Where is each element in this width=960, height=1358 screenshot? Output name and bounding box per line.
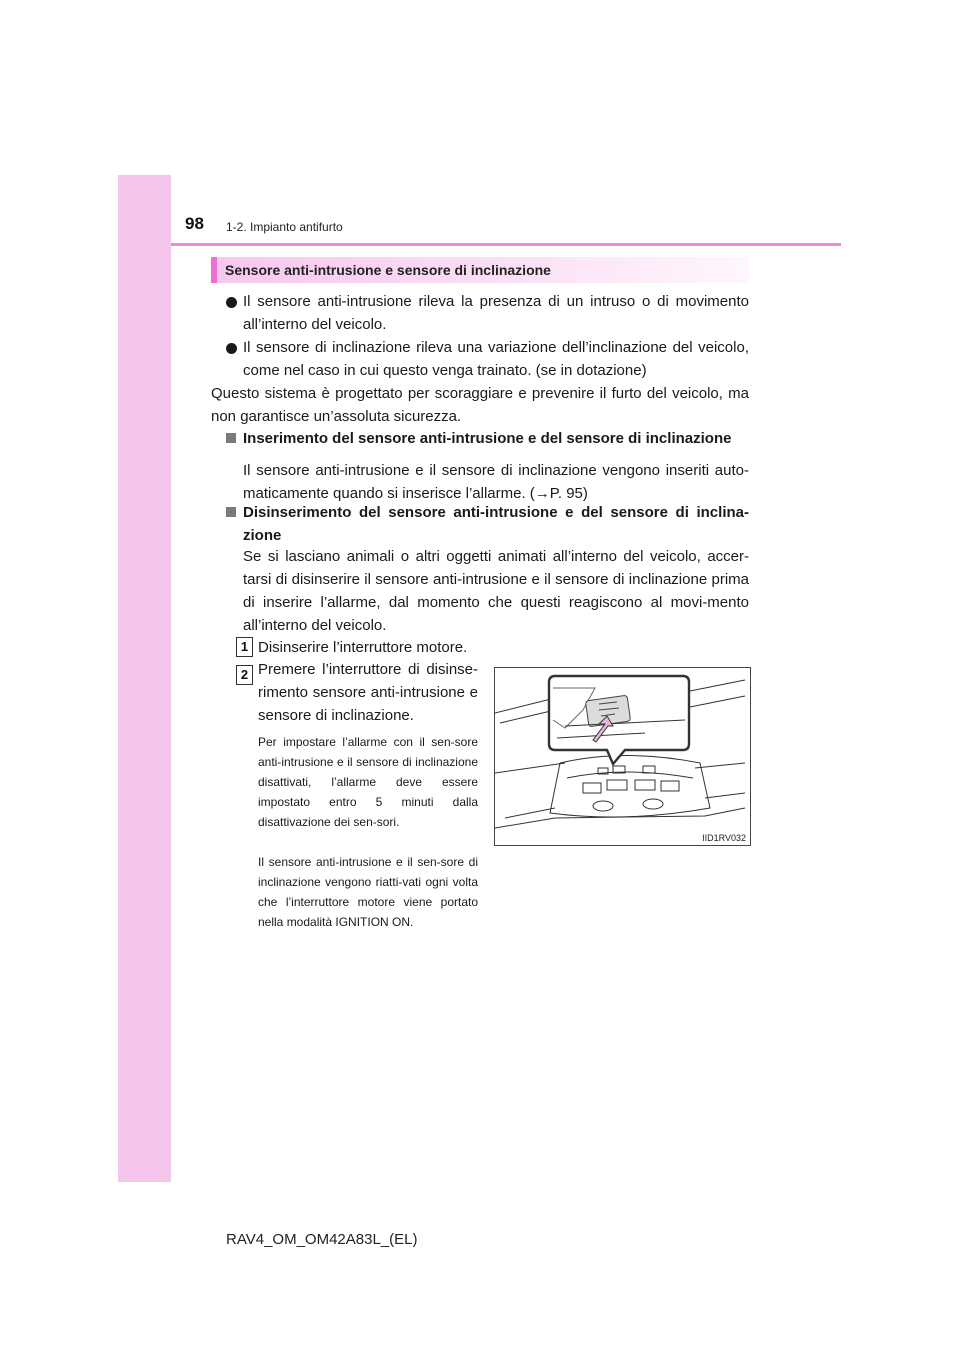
chapter-title: 1-2. Impianto antifurto [226, 220, 343, 234]
overhead-console-drawing [495, 668, 750, 845]
page-number: 98 [185, 214, 204, 233]
step-text-2: Premere l’interruttore di disinse-rimento sensore anti-intrusione e sensore di inclinazione. [258, 661, 478, 724]
overhead-console-illustration [494, 667, 751, 846]
step-number-2: 2 [236, 665, 253, 685]
step-number-1: 1 [236, 637, 253, 657]
section-title: Sensore anti-intrusione e sensore di inclinazione [225, 262, 551, 278]
subsection-marker-2 [226, 507, 236, 517]
header-rule [171, 243, 841, 246]
footer-manual-id: RAV4_OM_OM42A83L_(EL) [226, 1231, 418, 1248]
subsection-body-1: Il sensore anti-intrusione e il sensore di inclinazione vengono inseriti auto-maticamente quando si inserisce l’allarme. (→P. 95) [243, 462, 749, 502]
note-2: Il sensore anti-intrusione e il sen-sore di inclinazione vengono riatti-vati ogni volta che l’interruttore motore viene portato nella modalità IGNITION ON. [258, 855, 478, 929]
bullet-dot-1 [226, 297, 237, 308]
subsection-body-2: Se si lasciano animali o altri oggetti animati all’interno del veicolo, accer-tarsi di disinserire il sensore anti-intrusione e il sensore di inclinazione prima di inserire l’allarme, dal momento che questi reagiscono al movi-mento all’interno del veicolo. [243, 548, 749, 634]
note-1: Per impostare l’allarme con il sen-sore anti-intrusione e il sensore di inclinazione disattivati, l’allarme deve essere impostato entro 5 minuti dalla disattivazione dei sen-sori. [258, 735, 478, 829]
side-margin-band [118, 175, 171, 1182]
intro-paragraph: Questo sistema è progettato per scoraggiare e prevenire il furto del veicolo, ma non garantisce un’assoluta sicurezza. [211, 385, 749, 425]
bullet-dot-2 [226, 343, 237, 354]
section-heading-bar [211, 257, 749, 283]
section-accent [211, 257, 217, 283]
bullet-text-2: Il sensore di inclinazione rileva una variazione dell’inclinazione del veicolo, come nel caso in cui questo venga trainato. (se in dotazione) [243, 339, 749, 379]
figure-code: IID1RV032 [702, 833, 746, 843]
subsection-marker-1 [226, 433, 236, 443]
bullet-text-1: Il sensore anti-intrusione rileva la presenza di un intruso o di movimento all’interno del veicolo. [243, 293, 749, 333]
subsection-heading-1: Inserimento del sensore anti-intrusione e del sensore di inclinazione [243, 430, 732, 447]
subsection-heading-2: Disinserimento del sensore anti-intrusione e del sensore di inclina-zione [243, 504, 749, 544]
step-text-1: Disinserire l’interruttore motore. [258, 639, 468, 656]
